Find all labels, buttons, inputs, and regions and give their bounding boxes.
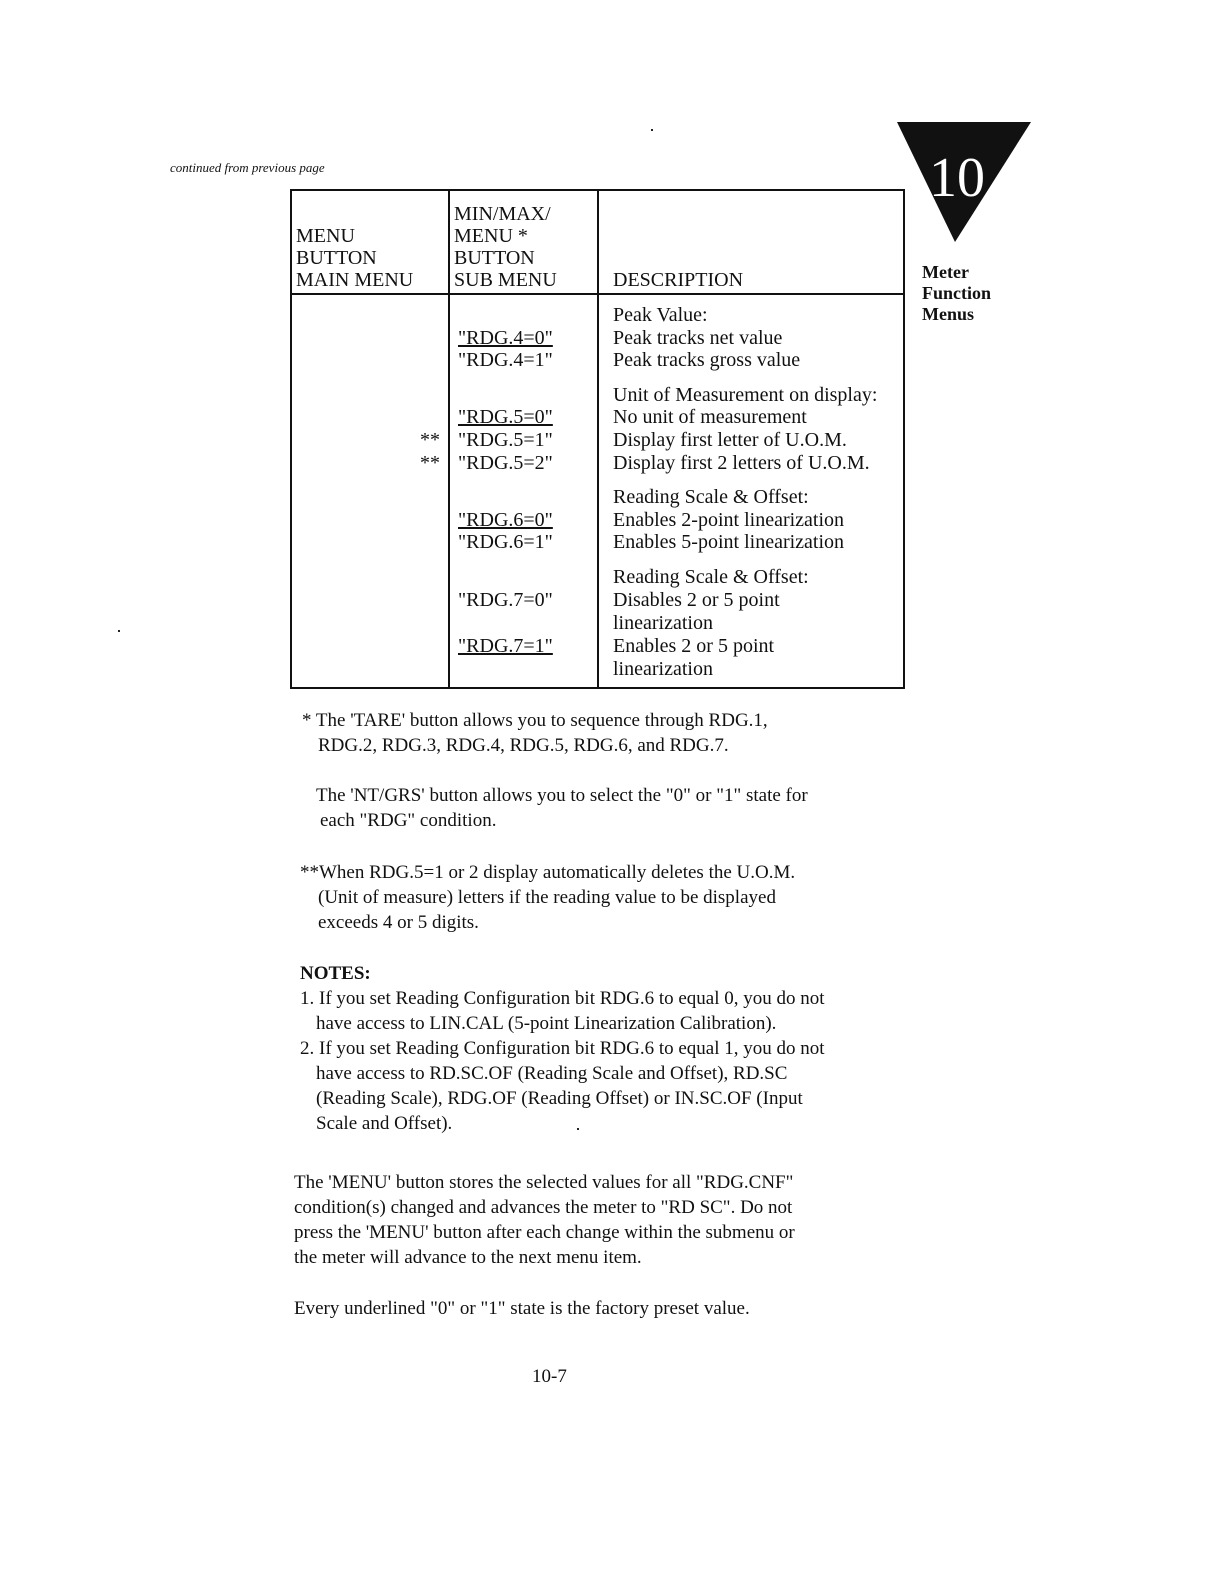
chapter-tab-label: Meter Function Menus [922, 262, 992, 324]
desc-rdg7-1-cont: linearization [613, 658, 713, 680]
code-rdg4-0: "RDG.4=0" [458, 327, 553, 349]
sub-menu-header: MIN/MAX/ MENU * BUTTON SUB MENU [449, 190, 598, 294]
continued-note: continued from previous page [170, 160, 325, 175]
preset-paragraph: Every underlined "0" or "1" state is the factory preset value. [294, 1298, 750, 1319]
description-header: DESCRIPTION [598, 190, 904, 294]
desc-rdg5-2: Display first 2 letters of U.O.M. [613, 452, 870, 474]
main-menu-cell [291, 294, 449, 688]
notes-heading: NOTES: [300, 963, 371, 984]
sub-menu-cell [449, 294, 598, 688]
code-rdg4-1: "RDG.4=1" [458, 349, 553, 371]
code-rdg6-1: "RDG.6=1" [458, 531, 553, 553]
scan-speck [118, 630, 120, 632]
code-rdg5-2: "RDG.5=2" [458, 452, 553, 474]
footnote-ntgrs: The 'NT/GRS' button allows you to select the "0" or "1" state for each "RDG" condition. [316, 785, 808, 831]
desc-rdg5-0: No unit of measurement [613, 406, 807, 428]
description-cell [598, 294, 904, 688]
scan-speck [651, 129, 653, 131]
group-title-scale-1: Reading Scale & Offset: [613, 486, 809, 508]
desc-rdg6-0: Enables 2-point linearization [613, 509, 845, 531]
desc-rdg7-0: Disables 2 or 5 point [613, 589, 780, 611]
desc-rdg4-1: Peak tracks gross value [613, 349, 801, 371]
table-body-row [291, 294, 904, 688]
group-title-scale-2: Reading Scale & Offset: [613, 566, 809, 588]
table-header-row [291, 190, 904, 294]
footnote-tare: * The 'TARE' button allows you to sequence through RDG.1, RDG.2, RDG.3, RDG.4, RDG.5, RDG.6, and RDG.7. [302, 710, 768, 756]
code-rdg7-0: "RDG.7=0" [458, 589, 553, 611]
chapter-tab-number: 10 [929, 147, 985, 209]
code-rdg6-0: "RDG.6=0" [458, 509, 553, 531]
group-title-peak: Peak Value: [613, 304, 708, 326]
code-rdg5-1: "RDG.5=1" [458, 429, 553, 451]
footnote-uom: **When RDG.5=1 or 2 display automatically deletes the U.O.M. (Unit of measure) letters if the reading value to be displayed exceeds 4 or 5 digits. [300, 862, 796, 933]
marker-rdg5-2: ** [420, 452, 440, 474]
desc-rdg7-0-cont: linearization [613, 612, 713, 634]
code-rdg7-1: "RDG.7=1" [458, 635, 553, 657]
notes-section [300, 961, 825, 1136]
main-menu-header: MENU BUTTON MAIN MENU [291, 190, 449, 294]
note-item-2: 2. If you set Reading Configuration bit RDG.6 to equal 1, you do not have access to RD.SC.OF (Reading Scale and Offset), RD.SC (Reading Scale), RDG.OF (Reading Offset) or IN.SC.OF (Input Scale and Offset). [300, 1038, 825, 1134]
code-rdg5-0: "RDG.5=0" [458, 406, 553, 428]
note-item-1: 1. If you set Reading Configuration bit RDG.6 to equal 0, you do not have access to LIN.CAL (5-point Linearization Calibration). [300, 988, 825, 1034]
desc-rdg5-1: Display first letter of U.O.M. [613, 429, 847, 451]
group-title-uom: Unit of Measurement on display: [613, 384, 878, 406]
page-number: 10-7 [532, 1366, 567, 1387]
desc-rdg7-1: Enables 2 or 5 point [613, 635, 775, 657]
chapter-tab-triangle [897, 122, 1031, 242]
desc-rdg6-1: Enables 5-point linearization [613, 531, 845, 553]
menu-paragraph: The 'MENU' button stores the selected values for all "RDG.CNF" condition(s) changed and advances the meter to "RD SC". Do not press the 'MENU' button after each change within the submenu or the meter will advance to the next menu item. [294, 1172, 795, 1268]
marker-rdg5-1: ** [420, 429, 440, 451]
desc-rdg4-0: Peak tracks net value [613, 327, 783, 349]
menu-table [290, 189, 905, 689]
